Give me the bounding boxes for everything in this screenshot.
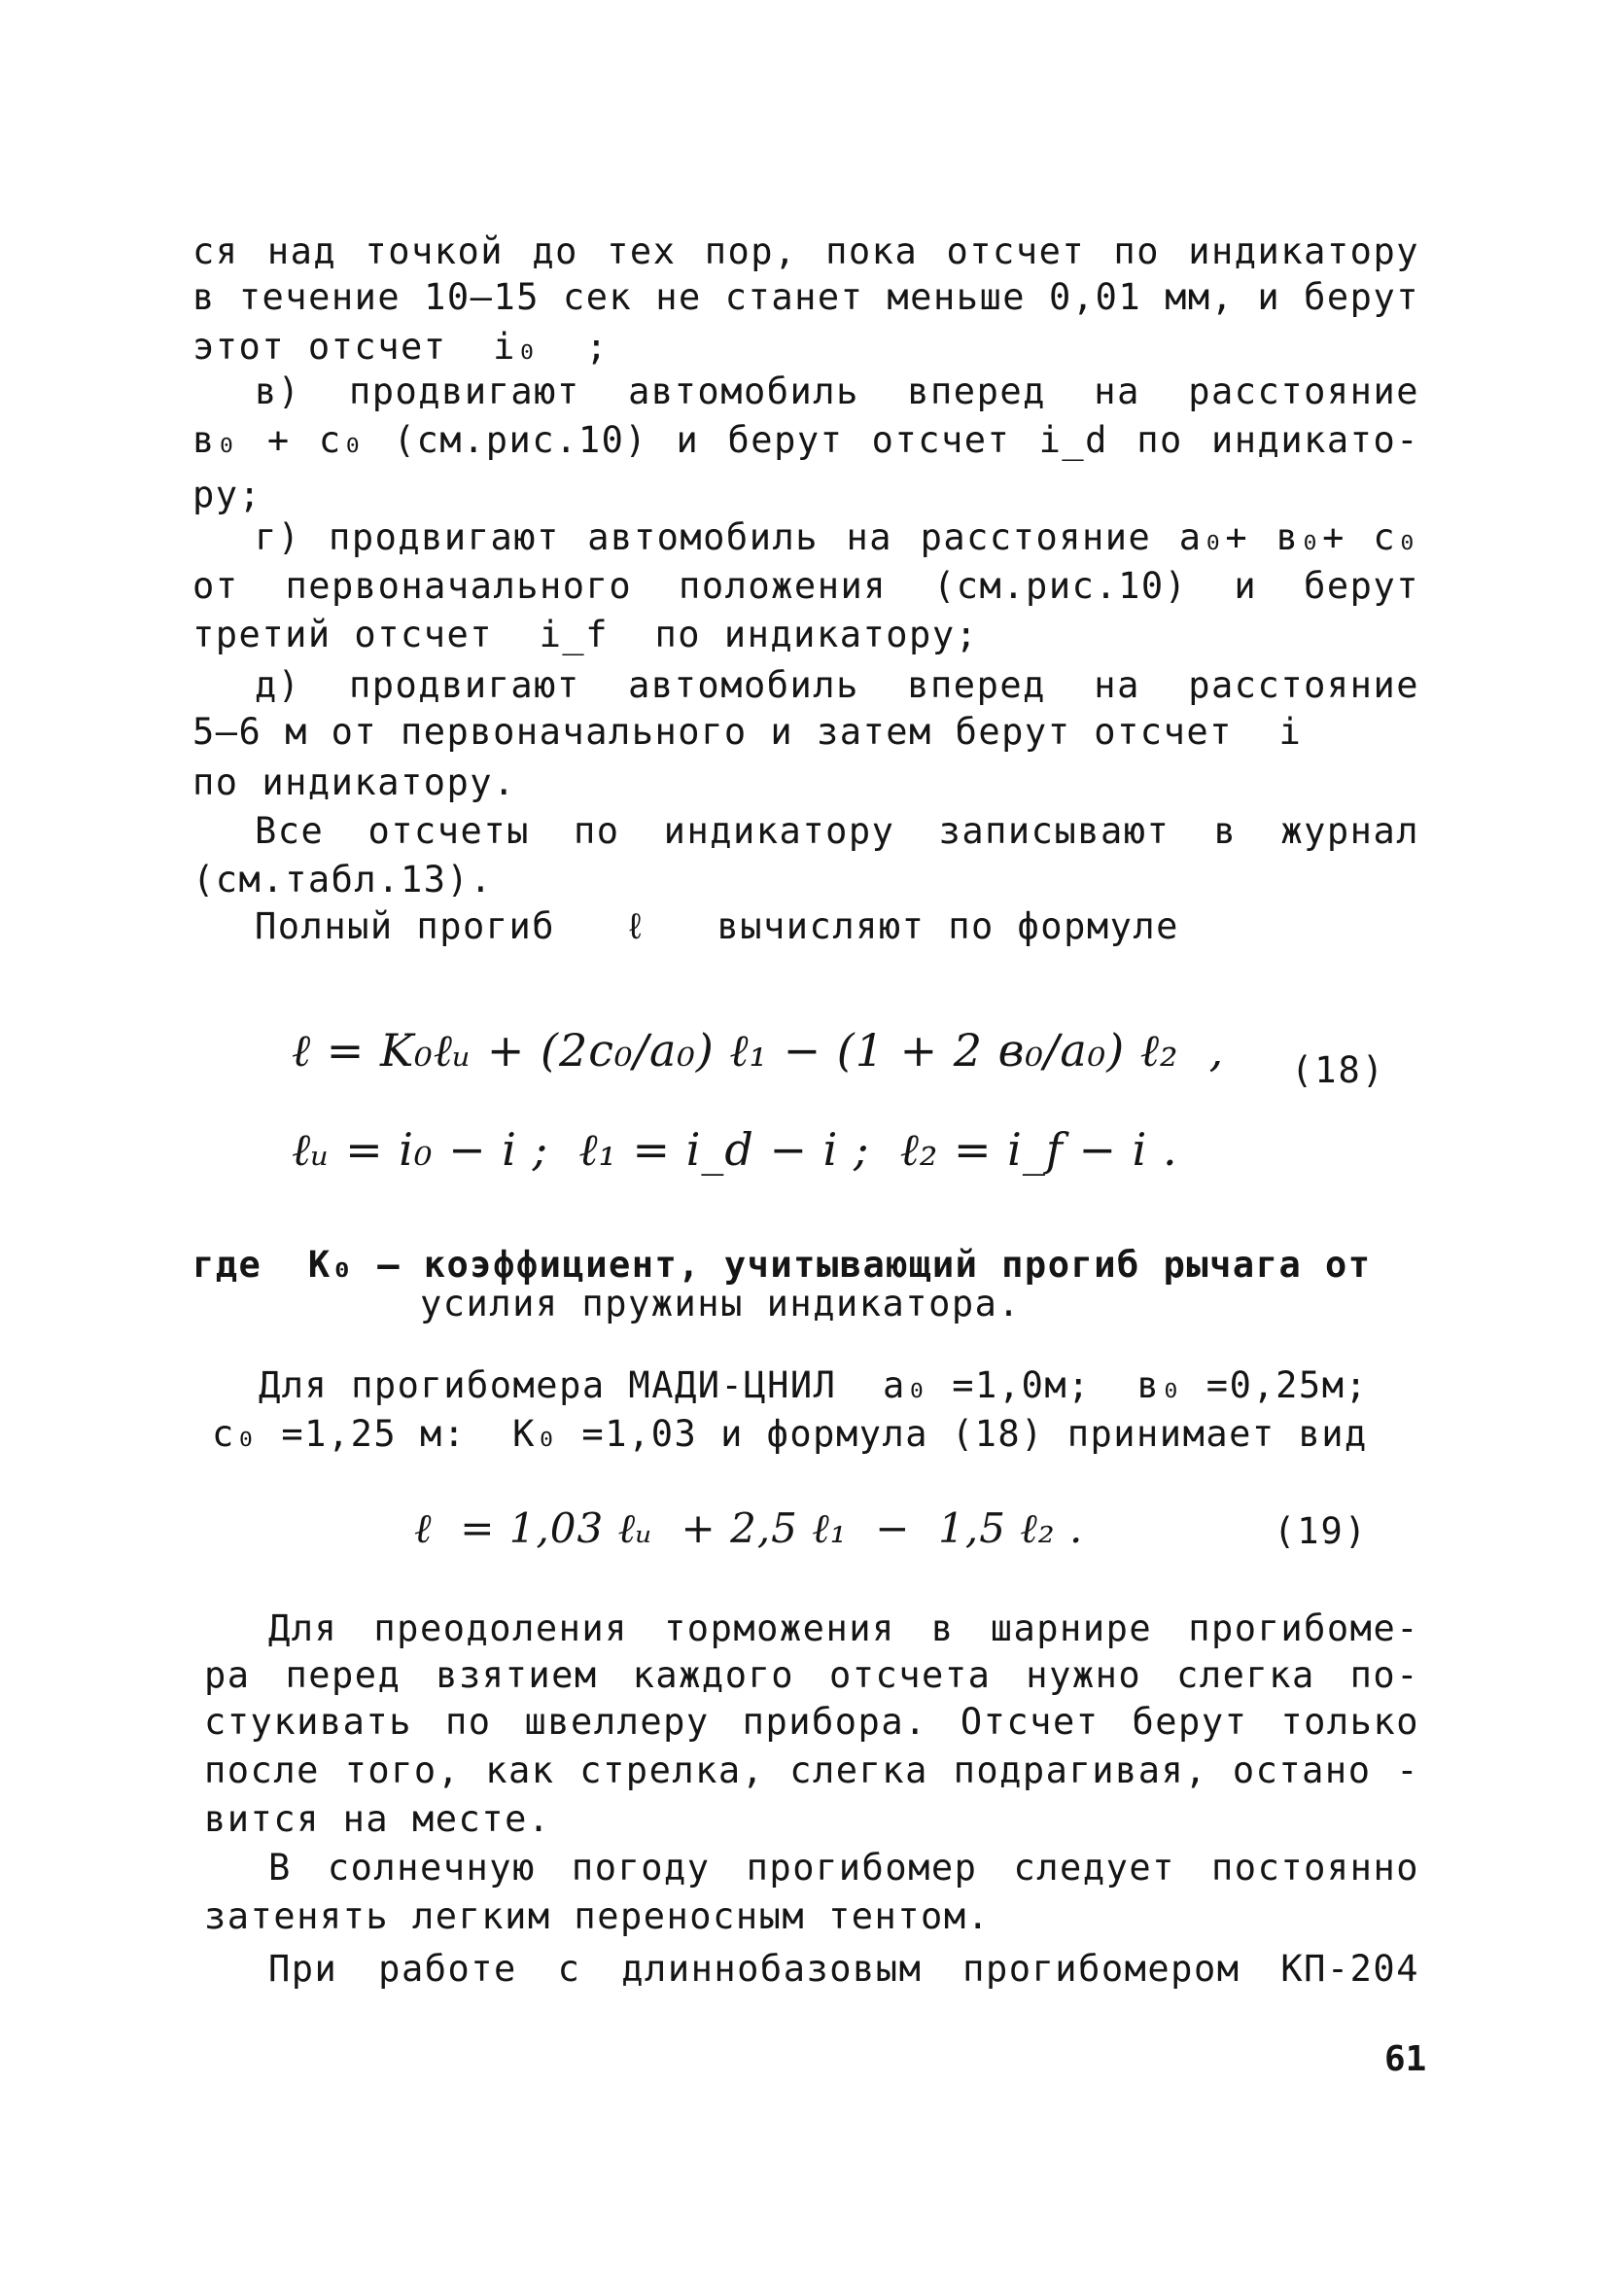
text-line: ра перед взятием каждого отсчета нужно слегка по-	[204, 1654, 1419, 1696]
text-line: вится на месте.	[204, 1798, 551, 1840]
equation-number: (18)	[1291, 1049, 1386, 1091]
formula-19: ℓ = 1,03 ℓᵤ + 2,5 ℓ₁ − 1,5 ℓ₂ .	[414, 1504, 1084, 1552]
text-line: в течение 10–15 сек не станет меньше 0,01 мм, и берут	[192, 276, 1419, 318]
page-number: 61	[1384, 2039, 1427, 2079]
text-line: Для преодоления торможения в шарнире прогибоме-	[268, 1607, 1419, 1649]
text-line: д) продвигают автомобиль вперед на расстояние	[255, 664, 1419, 706]
equation-number: (19)	[1274, 1510, 1369, 1552]
text-line: в) продвигают автомобиль вперед на расстояние	[255, 371, 1419, 412]
text-line: (см.табл.13).	[192, 859, 494, 901]
text-line: При работе с длиннобазовым прогибомером КП-204	[268, 1948, 1419, 1990]
text-line: в₀ + c₀ (см.рис.10) и берут отсчет i_d по индикато-	[192, 419, 1419, 461]
text-line: c₀ =1,25 м: K₀ =1,03 и формула (18) принимает вид	[212, 1413, 1368, 1455]
text-line: стукивать по швеллеру прибора. Отсчет берут только	[204, 1701, 1419, 1743]
text-line: этот отсчет i₀ ;	[192, 326, 609, 368]
text-line: ся над точкой до тех пор, пока отсчет по индикатору	[192, 230, 1419, 272]
text-line: затенять легким переносным тентом.	[204, 1895, 991, 1937]
text-line: третий отсчет i_f по индикатору;	[192, 614, 979, 655]
text-line: Полный прогиб ℓ вычисляют по формуле	[255, 905, 1179, 947]
text-line: Для прогибомера МАДИ-ЦНИЛ a₀ =1,0м; в₀ =0,25м;	[259, 1364, 1369, 1406]
text-line: от первоначального положения (см.рис.10) и берут	[192, 565, 1419, 607]
text-line: Все отсчеты по индикатору записывают в журнал	[255, 810, 1419, 852]
text-line: В солнечную погоду прогибомер следует постоянно	[268, 1847, 1419, 1889]
text-line: усилия пружины индикатора.	[420, 1283, 1022, 1325]
formula-18-main: ℓ = K₀ℓᵤ + (2c₀/a₀) ℓ₁ − (1 + 2 в₀/a₀) ℓ₂ ,	[292, 1024, 1225, 1077]
text-line: 5–6 м от первоначального и затем берут отсчет i	[192, 711, 1303, 753]
formula-18-definitions: ℓᵤ = i₀ − i ; ℓ₁ = i_d − i ; ℓ₂ = i_f − i .	[292, 1123, 1178, 1176]
text-line: где K₀ – коэффициент, учитывающий прогиб рычага от	[192, 1244, 1372, 1286]
text-line: по индикатору.	[192, 761, 516, 803]
text-line: ру;	[192, 474, 262, 515]
text-line: после того, как стрелка, слегка подрагивая, остано -	[204, 1749, 1419, 1791]
text-line: г) продвигают автомобиль на расстояние a₀+ в₀+ c₀	[255, 516, 1419, 558]
